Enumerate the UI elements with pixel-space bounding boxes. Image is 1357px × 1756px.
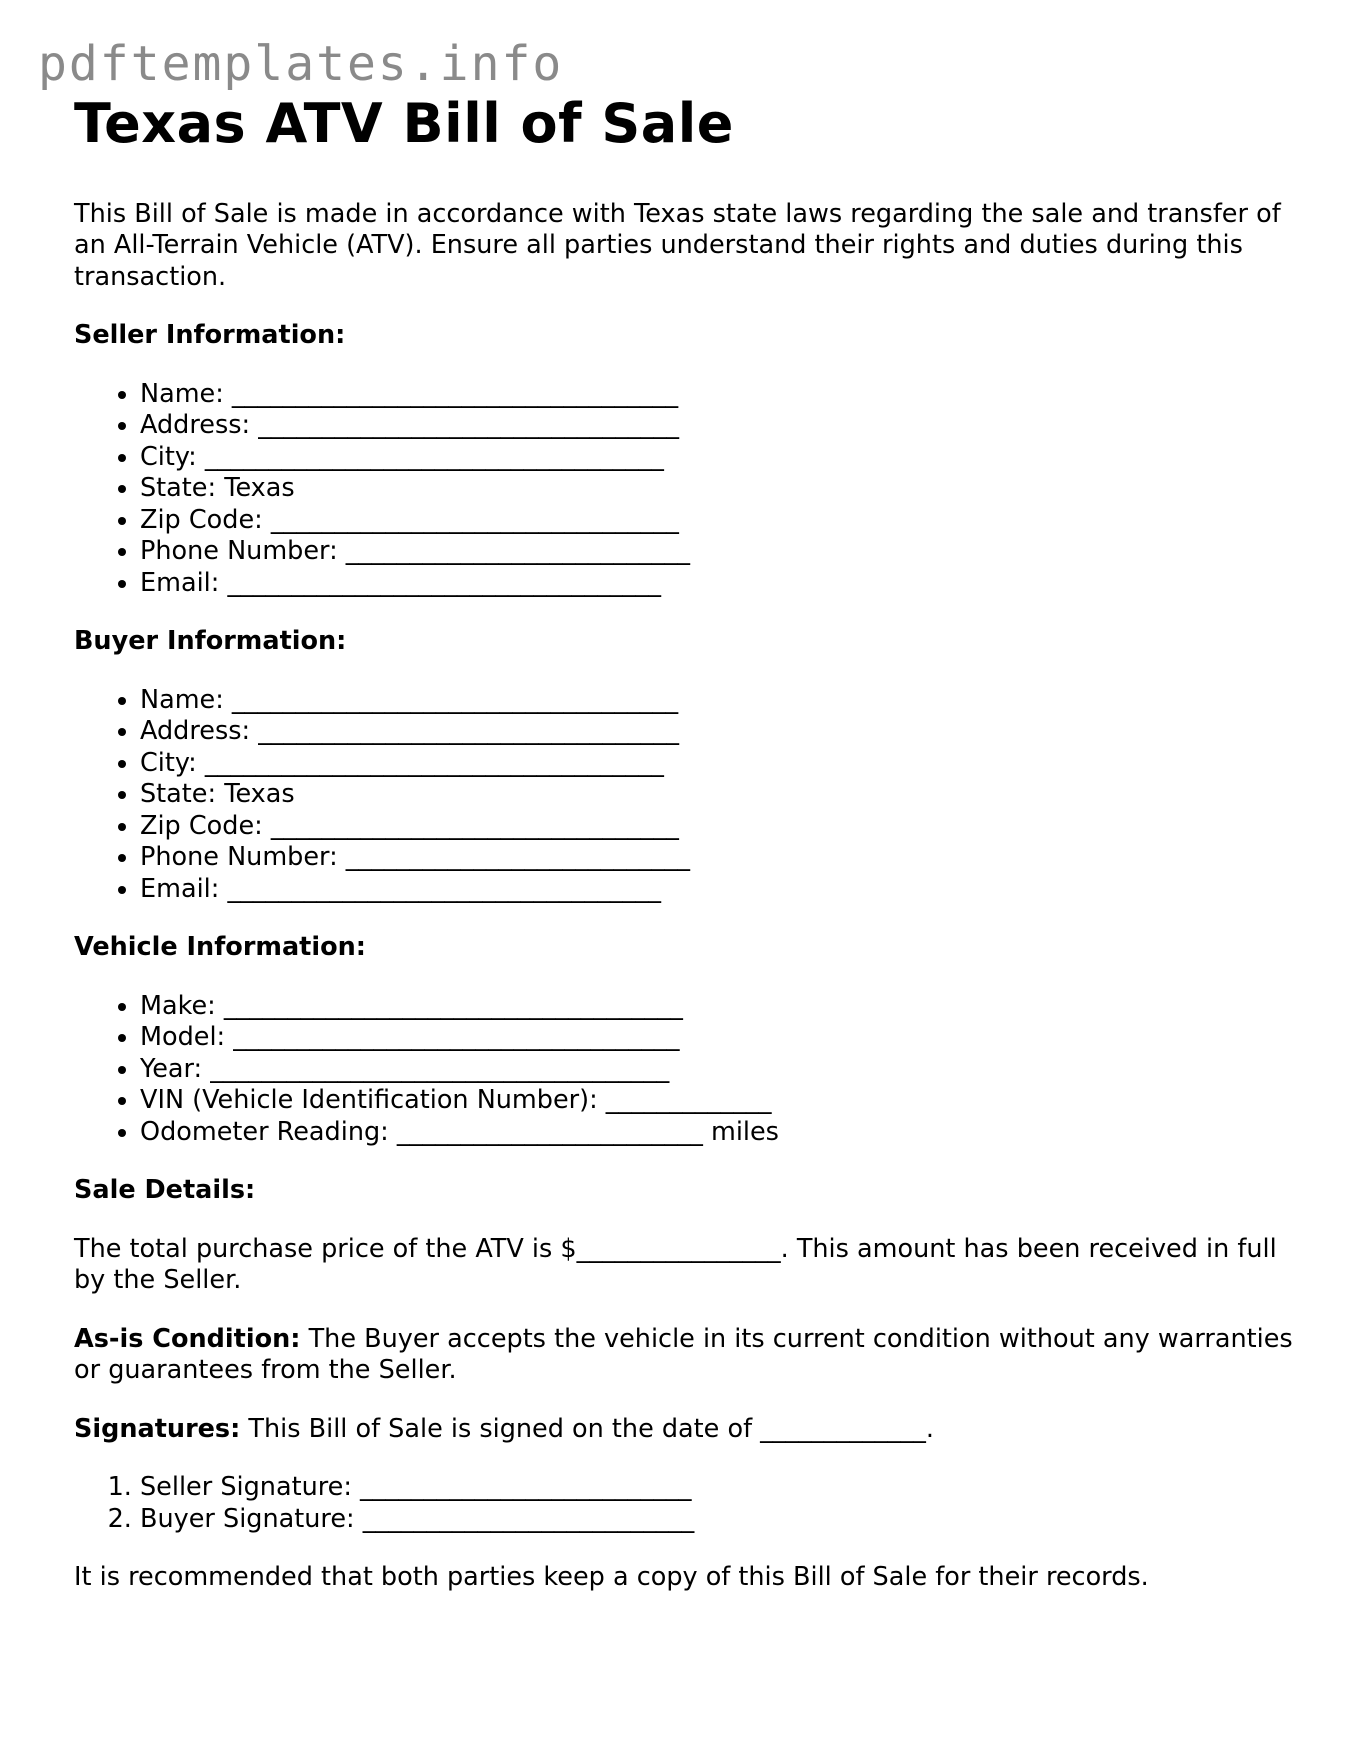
document-body bbox=[74, 92, 1294, 1594]
vehicle-model-field[interactable]: • Model: ___________________________________ bbox=[140, 1022, 1294, 1054]
watermark: pdftemplates.info bbox=[38, 36, 564, 92]
seller-name-field[interactable]: • Name: ___________________________________ bbox=[140, 379, 1294, 411]
seller-phone-field[interactable]: • Phone Number: ___________________________ bbox=[140, 536, 1294, 568]
seller-address-field[interactable]: • Address: _________________________________ bbox=[140, 410, 1294, 442]
closing-paragraph: It is recommended that both parties keep a copy of this Bill of Sale for their records. bbox=[74, 1562, 1149, 1593]
vehicle-odometer-field[interactable]: • Odometer Reading: ________________________ miles bbox=[140, 1117, 1294, 1149]
as-is-text: The Buyer accepts the vehicle in its current condition without any warranties or guarantees from the Seller. bbox=[74, 1323, 1293, 1386]
sale-price-paragraph[interactable]: The total purchase price of the ATV is $________________. This amount has been received in full by the Seller. bbox=[74, 1233, 1277, 1296]
buyer-heading: Buyer Information: bbox=[74, 626, 347, 657]
sale-heading: Sale Details: bbox=[74, 1175, 256, 1206]
document-title: Texas ATV Bill of Sale bbox=[74, 92, 734, 155]
signature-list bbox=[74, 1472, 1294, 1535]
buyer-signature-line[interactable]: 2. Buyer Signature: __________________________ bbox=[140, 1504, 1294, 1536]
vehicle-field-list bbox=[74, 991, 1294, 1149]
vehicle-heading: Vehicle Information: bbox=[74, 932, 366, 963]
signatures-paragraph bbox=[74, 1414, 1294, 1446]
signatures-label: Signatures: bbox=[74, 1413, 241, 1444]
as-is-paragraph bbox=[74, 1324, 1294, 1387]
buyer-zip-field[interactable]: • Zip Code: ________________________________ bbox=[140, 811, 1294, 843]
as-is-label: As-is Condition: bbox=[74, 1323, 301, 1354]
intro-paragraph: This Bill of Sale is made in accordance with Texas state laws regarding the sale and transfer of an All-Terrain Vehicle (ATV). Ensure all parties understand their rights and duties during this transaction. bbox=[74, 198, 1281, 292]
vehicle-make-field[interactable]: • Make: ____________________________________ bbox=[140, 991, 1294, 1023]
seller-zip-field[interactable]: • Zip Code: ________________________________ bbox=[140, 505, 1294, 537]
buyer-city-field[interactable]: • City: ____________________________________ bbox=[140, 748, 1294, 780]
seller-signature-line[interactable]: 1. Seller Signature: __________________________ bbox=[140, 1472, 1294, 1504]
vehicle-vin-field[interactable]: • VIN (Vehicle Identification Number): _____________ bbox=[140, 1085, 1294, 1117]
signature-date-field[interactable]: This Bill of Sale is signed on the date of _____________. bbox=[240, 1413, 935, 1444]
buyer-address-field[interactable]: • Address: _________________________________ bbox=[140, 716, 1294, 748]
buyer-field-list bbox=[74, 685, 1294, 906]
seller-heading: Seller Information: bbox=[74, 320, 346, 351]
buyer-name-field[interactable]: • Name: ___________________________________ bbox=[140, 685, 1294, 717]
seller-state-field: • State: Texas bbox=[140, 473, 1294, 505]
buyer-phone-field[interactable]: • Phone Number: ___________________________ bbox=[140, 842, 1294, 874]
buyer-email-field[interactable]: • Email: __________________________________ bbox=[140, 874, 1294, 906]
vehicle-year-field[interactable]: • Year: ____________________________________ bbox=[140, 1054, 1294, 1086]
seller-city-field[interactable]: • City: ____________________________________ bbox=[140, 442, 1294, 474]
seller-field-list bbox=[74, 379, 1294, 600]
buyer-state-field: • State: Texas bbox=[140, 779, 1294, 811]
seller-email-field[interactable]: • Email: __________________________________ bbox=[140, 568, 1294, 600]
